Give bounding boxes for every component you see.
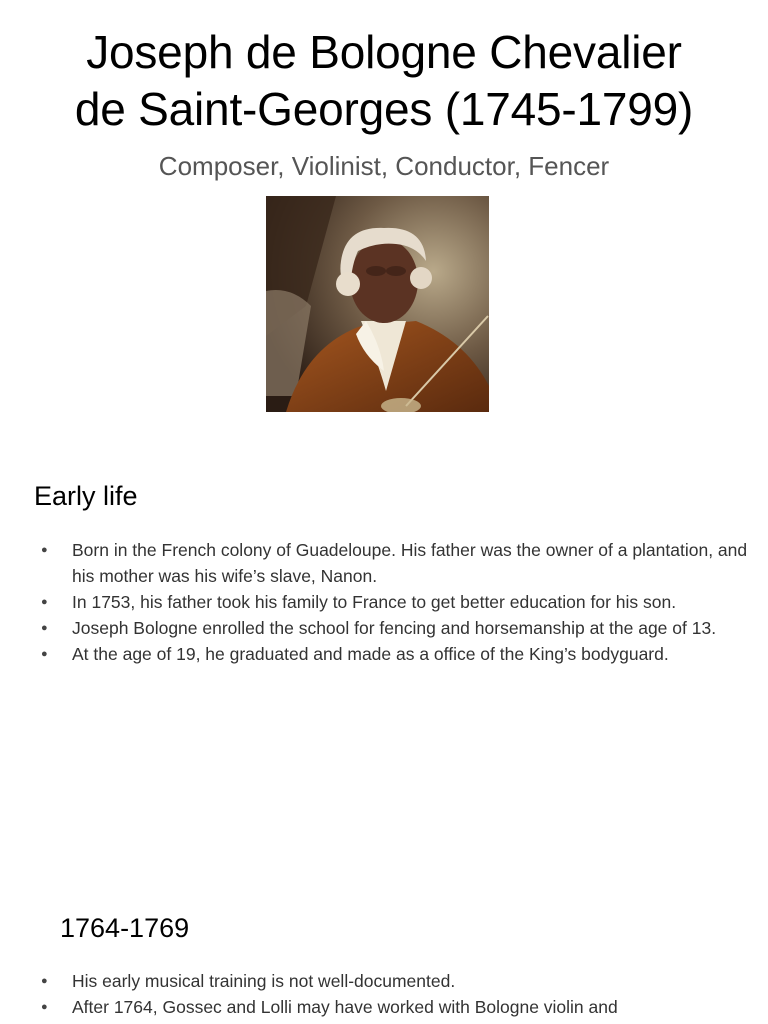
list-item: ● In 1753, his father took his family to France to get better education for his son. [34,589,754,615]
list-item: ● Born in the French colony of Guadeloupe. His father was the owner of a plantation, and his mother was his wife’s slave, Nanon. [34,537,754,589]
list-item: ● His early musical training is not well-documented. [34,968,754,994]
page-title [0,24,768,138]
early-life-list [34,537,754,667]
early-life-heading: Early life [34,481,138,511]
years-1764-1769-heading: 1764-1769 [60,913,190,943]
title-line-1: Joseph de Bologne Chevalier [86,26,682,78]
list-item: ● At the age of 19, he graduated and made as a office of the King’s bodyguard. [34,641,754,667]
title-line-2: de Saint-Georges (1745-1799) [74,83,694,135]
portrait-image [266,196,489,412]
years-1764-1769-list [34,968,754,1020]
list-item: ● After 1764, Gossec and Lolli may have worked with Bologne violin and [34,994,754,1020]
list-item: ● Joseph Bologne enrolled the school for fencing and horsemanship at the age of 13. [34,615,754,641]
page-subtitle: Composer, Violinist, Conductor, Fencer [158,151,610,181]
